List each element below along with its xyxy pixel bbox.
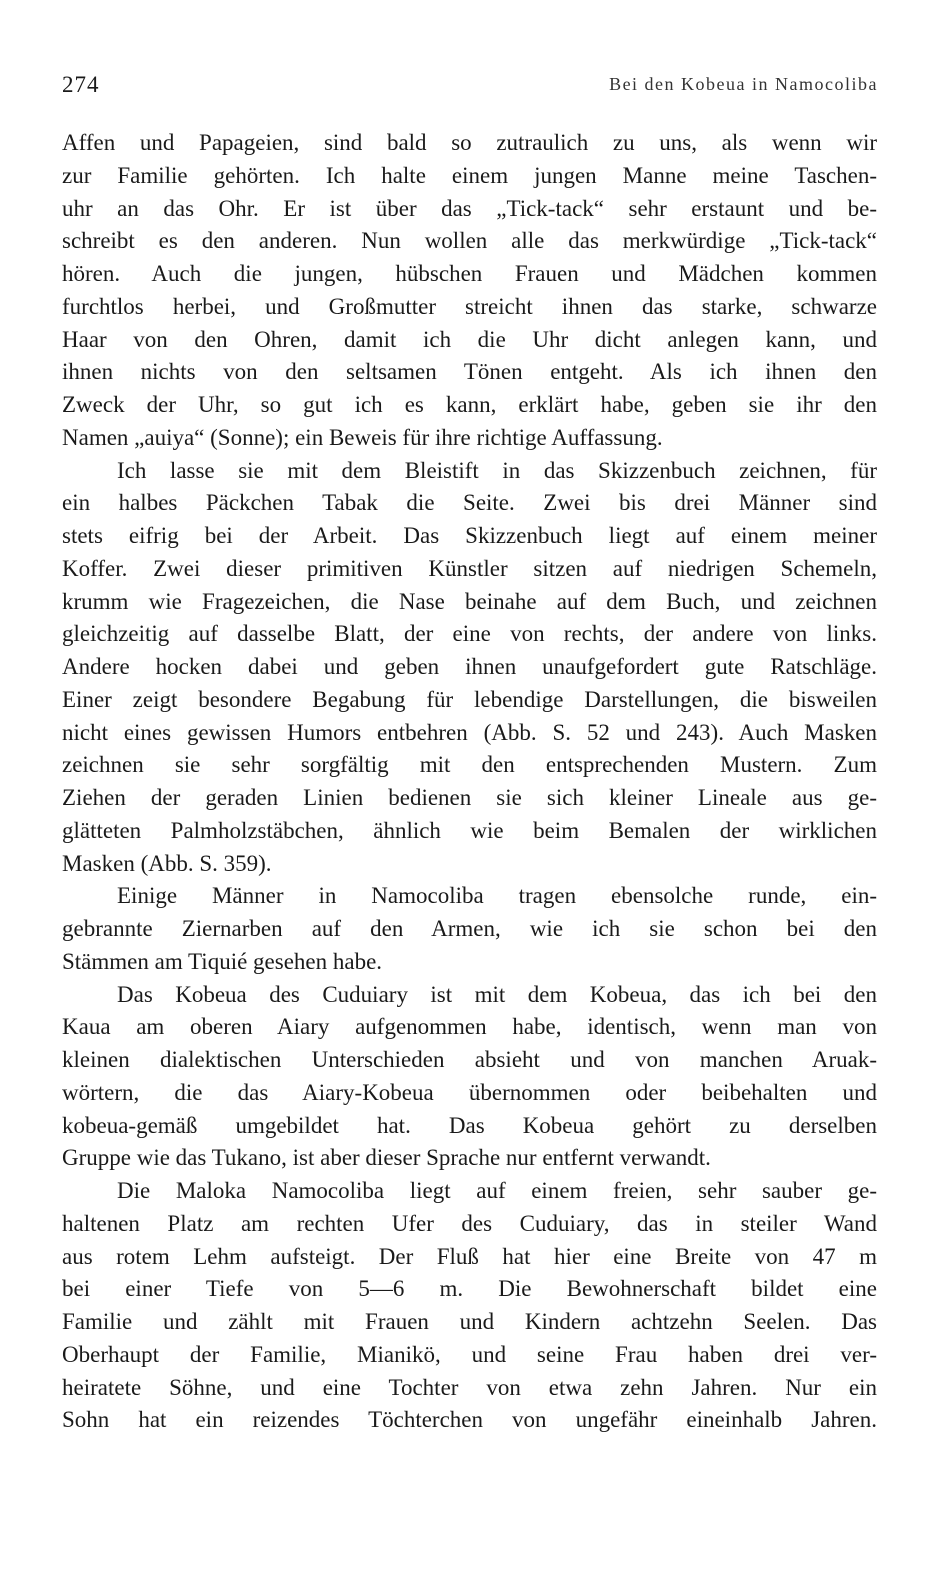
- text-line: Ich lasse sie mit dem Bleistift in das Skizzenbuch zeichnen, für: [117, 457, 877, 483]
- text-line: Ziehen der geraden Linien bedienen sie sich kleiner Lineale aus ge-: [62, 785, 877, 810]
- text-line: kleinen dialektischen Unterschieden absieht und von manchen Aruak-: [62, 1047, 877, 1072]
- text-line: glätteten Palmholzstäbchen, ähnlich wie beim Bemalen der wirklichen: [62, 817, 877, 843]
- text-line: wörtern, die das Aiary-Kobeua übernommen oder beibehalten und: [62, 1079, 877, 1105]
- text-line: nicht eines gewissen Humors entbehren (Abb. S. 52 und 243). Auch Masken: [62, 719, 877, 745]
- text-line: zur Familie gehörten. Ich halte einem jungen Manne meine Taschen-: [62, 162, 877, 188]
- text-line: haltenen Platz am rechten Ufer des Cuduiary, das in steiler Wand: [62, 1210, 877, 1236]
- text-line: Masken (Abb. S. 359).: [62, 850, 272, 876]
- text-line: krumm wie Fragezeichen, die Nase beinahe auf dem Buch, und zeichnen: [62, 588, 877, 614]
- text-line: aus rotem Lehm aufsteigt. Der Fluß hat hier eine Breite von 47 m: [62, 1243, 877, 1269]
- text-line: Einer zeigt besondere Begabung für lebendige Darstellungen, die bisweilen: [62, 686, 877, 712]
- text-line: Andere hocken dabei und geben ihnen unaufgefordert gute Ratschläge.: [62, 654, 877, 679]
- text-line: bei einer Tiefe von 5—6 m. Die Bewohnerschaft bildet eine: [62, 1276, 877, 1302]
- text-line: kobeua-gemäß umgebildet hat. Das Kobeua gehört zu derselben: [62, 1112, 877, 1138]
- text-line: Oberhaupt der Familie, Mianikö, und seine Frau haben drei ver-: [62, 1341, 877, 1367]
- text-line: Namen „auiya“ (Sonne); ein Beweis für ihre richtige Auffassung.: [62, 424, 663, 450]
- text-line: ein halbes Päckchen Tabak die Seite. Zwei bis drei Männer sind: [62, 490, 877, 516]
- text-line: gebrannte Ziernarben auf den Armen, wie ich sie schon bei den: [62, 916, 877, 941]
- text-line: furchtlos herbei, und Großmutter streicht ihnen das starke, schwarze: [62, 293, 877, 319]
- text-line: gleichzeitig auf dasselbe Blatt, der eine von rechts, der andere von links.: [62, 621, 877, 647]
- text-line: Das Kobeua des Cuduiary ist mit dem Kobeua, das ich bei den: [117, 981, 877, 1007]
- text-line: Die Maloka Namocoliba liegt auf einem freien, sehr sauber ge-: [117, 1178, 877, 1203]
- text-line: Koffer. Zwei dieser primitiven Künstler sitzen auf niedrigen Schemeln,: [62, 555, 877, 581]
- text-line: Gruppe wie das Tukano, ist aber dieser Sprache nur entfernt verwandt.: [62, 1145, 711, 1171]
- running-head: [62, 72, 878, 102]
- text-line: heiratete Söhne, und eine Tochter von etwa zehn Jahren. Nur ein: [62, 1374, 877, 1400]
- text-line: Zweck der Uhr, so gut ich es kann, erklärt habe, geben sie ihr den: [62, 392, 877, 417]
- text-line: ihnen nichts von den seltsamen Tönen entgeht. Als ich ihnen den: [62, 359, 877, 385]
- text-line: stets eifrig bei der Arbeit. Das Skizzenbuch liegt auf einem meiner: [62, 523, 877, 548]
- text-line: uhr an das Ohr. Er ist über das „Tick-tack“ sehr erstaunt und be-: [62, 195, 877, 221]
- text-line: Kaua am oberen Aiary aufgenommen habe, identisch, wenn man von: [62, 1014, 877, 1040]
- text-line: Einige Männer in Namocoliba tragen ebensolche runde, ein-: [117, 883, 877, 909]
- text-line: Haar von den Ohren, damit ich die Uhr dicht anlegen kann, und: [62, 326, 877, 352]
- body-text: [62, 127, 877, 1437]
- text-line: Affen und Papageien, sind bald so zutraulich zu uns, als wenn wir: [62, 130, 877, 155]
- page-number: 274: [62, 72, 100, 97]
- text-line: hören. Auch die jungen, hübschen Frauen und Mädchen kommen: [62, 261, 877, 286]
- text-line: Stämmen am Tiquié gesehen habe.: [62, 948, 383, 974]
- text-line: schreibt es den anderen. Nun wollen alle das merkwürdige „Tick-tack“: [62, 228, 877, 254]
- running-title: Bei den Kobeua in Namocoliba: [609, 74, 878, 94]
- text-line: Familie und zählt mit Frauen und Kindern achtzehn Seelen. Das: [62, 1309, 877, 1334]
- text-line: Sohn hat ein reizendes Töchterchen von ungefähr eineinhalb Jahren.: [62, 1407, 877, 1433]
- text-line: zeichnen sie sehr sorgfältig mit den entsprechenden Mustern. Zum: [62, 752, 877, 778]
